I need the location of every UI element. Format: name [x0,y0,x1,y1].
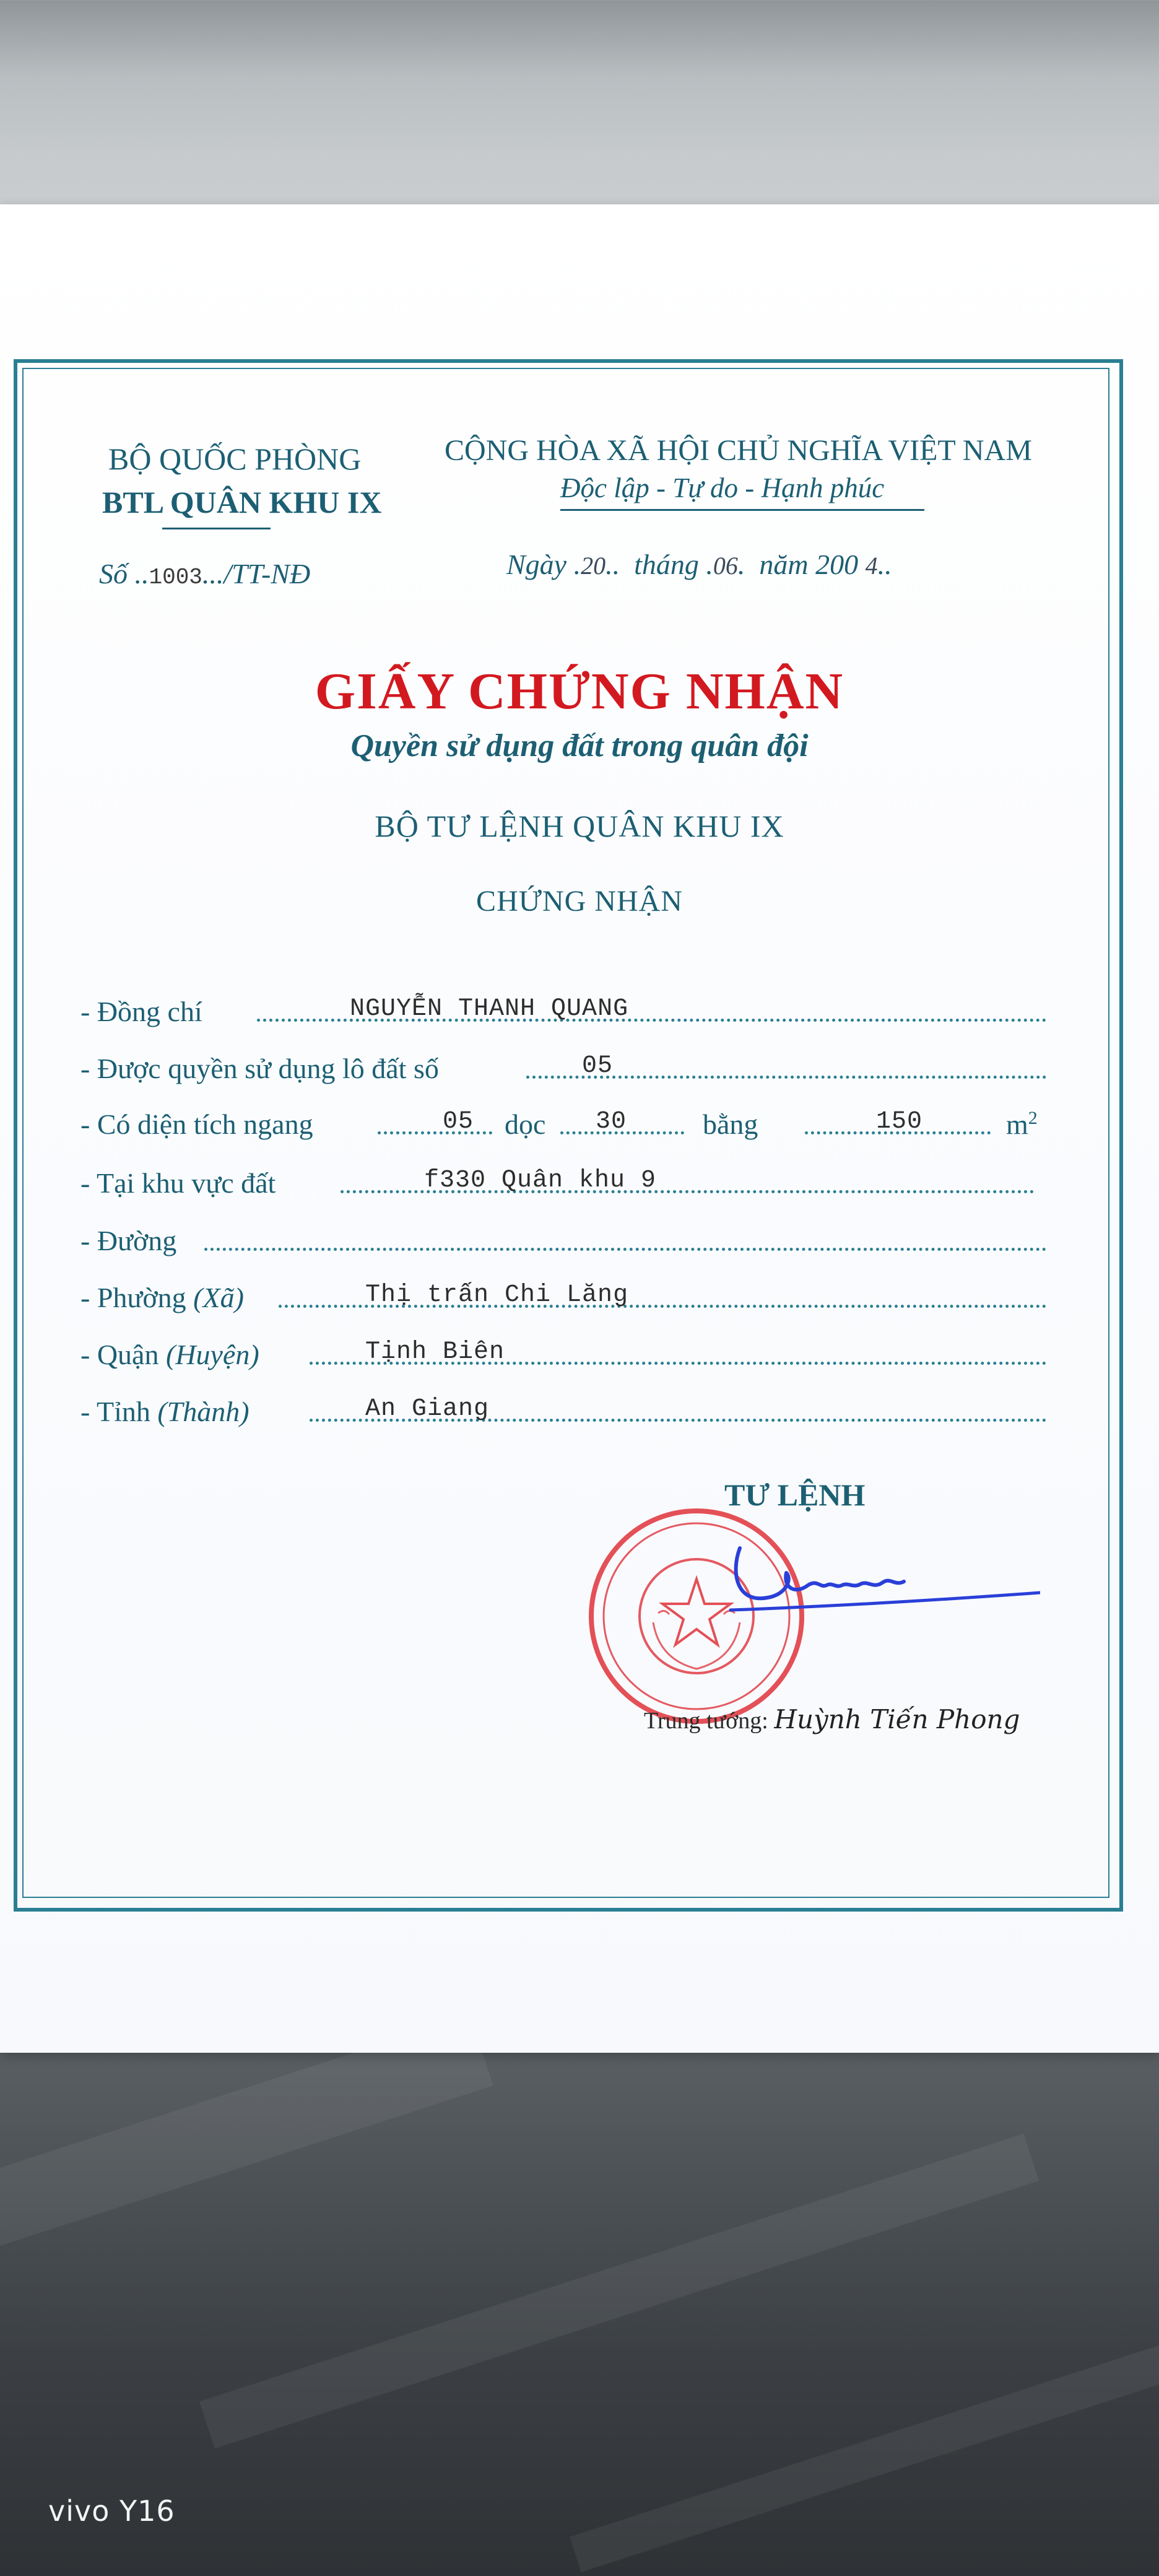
day-label: Ngày [506,549,567,580]
number-value: 1003 [149,565,202,590]
field-comrade [80,985,1046,1028]
national-motto: Độc lập - Tự do - Hạnh phúc [560,472,885,503]
month-label: tháng [634,549,699,580]
field-label: - Đồng chí [80,996,202,1027]
field-label: - Quận (Huyện) [80,1339,259,1370]
total-label: bằng [703,1108,758,1140]
year-digit: 4 [865,552,878,580]
area-width: 05 [443,1108,474,1136]
district-value: Tịnh Biên [365,1338,505,1366]
field-label: - Có diện tích ngang [80,1108,313,1140]
signatory-title: TƯ LỆNH [724,1477,866,1512]
document-subtitle: Quyền sử dụng đất trong quân đội [350,728,809,764]
ministry-name: BỘ QUỐC PHÒNG [108,442,362,476]
number-suffix: /TT-NĐ [224,558,311,590]
command-name: BTL QUÂN KHU IX [102,485,382,520]
field-district [80,1328,1046,1371]
signer-name: Huỳnh Tiến Phong [774,1704,1020,1734]
year-label: năm [759,549,809,580]
field-label: - Tại khu vực đất [80,1167,276,1199]
year-prefix: 200 [815,549,859,580]
month-value: 06 [713,552,738,580]
ward-value: Thị trấn Chi Lăng [365,1281,629,1309]
field-lot [80,1042,1046,1085]
field-area [80,1097,1046,1141]
dotted-line [378,1131,492,1134]
field-label: - Tỉnh (Thành) [80,1396,250,1427]
document-number: Số ..1003.../TT-NĐ [99,558,311,590]
zone-value: f330 Quân khu 9 [424,1167,657,1194]
certify-heading: CHỨNG NHẬN [476,885,683,918]
field-street [80,1214,1046,1257]
field-zone [80,1156,1046,1199]
issuing-command: BỘ TƯ LỆNH QUÂN KHU IX [375,809,784,843]
signer-rank: Trung tướng: [644,1708,768,1734]
camera-watermark: vivo Y16 [48,2494,175,2528]
lot-number: 05 [582,1052,614,1080]
area-total: 150 [876,1108,923,1136]
field-province [80,1385,1046,1428]
field-label: - Phường (Xã) [80,1282,244,1313]
number-label: Số [99,558,128,590]
field-ward [80,1271,1046,1314]
signer-line [644,1704,1020,1734]
day-value: 20 [581,552,606,580]
dotted-line [204,1248,1046,1251]
area-unit: $m^2$ [1006,1107,1038,1140]
area-length: 30 [596,1108,627,1136]
motto-underline [560,509,924,511]
comrade-name: NGUYỄN THANH QUANG [350,995,629,1023]
province-value: An Giang [365,1395,490,1423]
field-label: - Đường [80,1225,177,1256]
country-name: CỘNG HÒA XÃ HỘI CHỦ NGHĨA VIỆT NAM [445,434,1032,467]
field-label: - Được quyền sử dụng lô đất số [80,1053,439,1084]
length-label: dọc [505,1108,546,1140]
handwritten-signature-icon [693,1536,1040,1635]
document-title: GIẤY CHỨNG NHẬN [315,663,844,720]
issue-date: Ngày .20.. tháng .06. năm 200 4.. [506,549,892,580]
header-left-underline [162,528,271,529]
